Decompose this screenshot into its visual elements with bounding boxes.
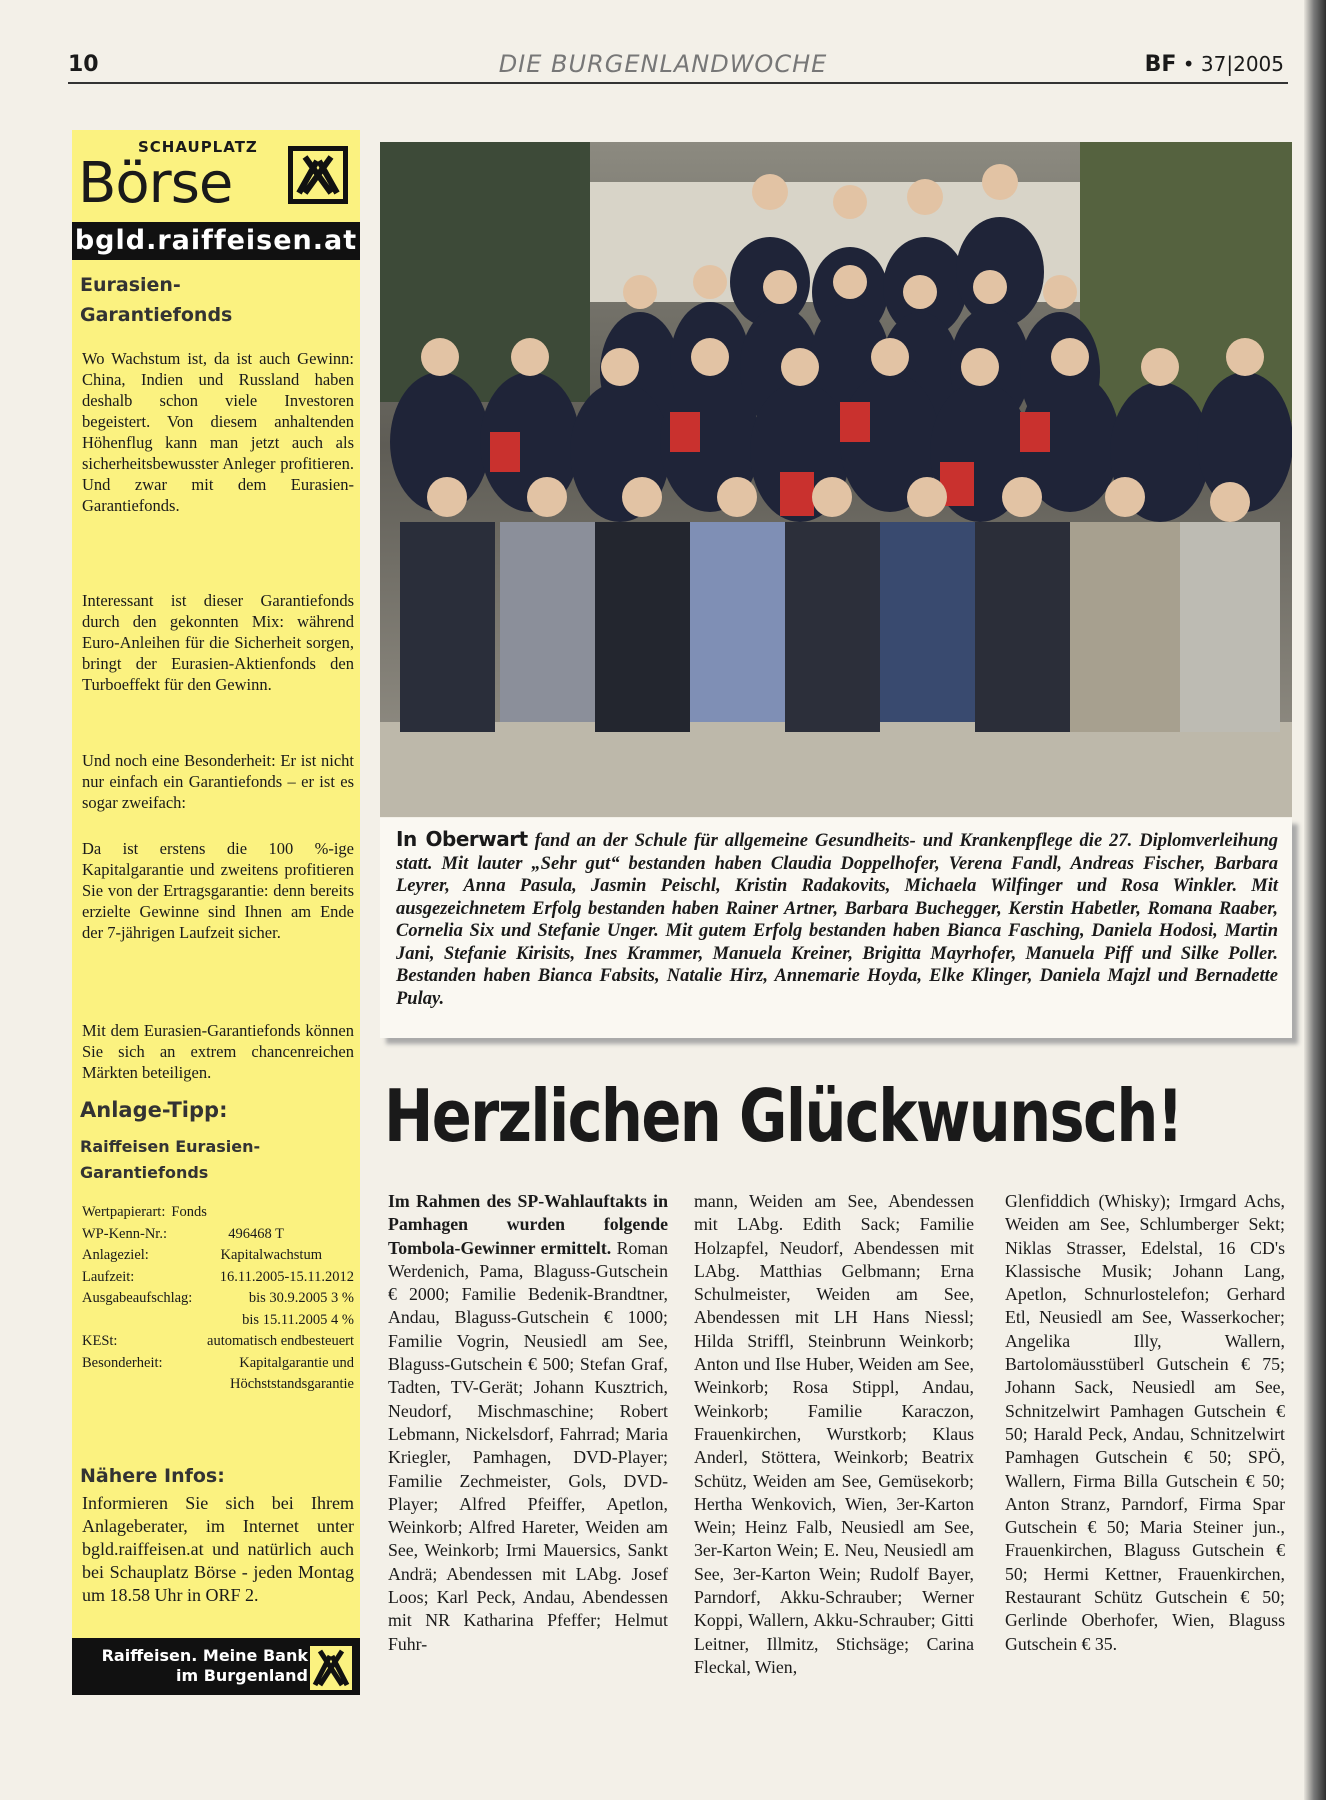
photo-caption <box>396 828 1278 1010</box>
fact-row: WP-Kenn-Nr.: 496468 T <box>82 1225 284 1242</box>
fact-row: Höchststandsgarantie <box>229 1376 354 1392</box>
url-bar: bgld.raiffeisen.at <box>72 222 360 260</box>
group-photo <box>380 142 1292 817</box>
sidebar-paragraph: Interessant ist dieser Garantiefonds durch den gekonnten Mix: während Euro-Anleihen für die Sicherheit sorgen, bringt der Eurasien-Aktienfonds den Turboeffekt für den Gewinn. <box>82 591 354 694</box>
sidebar-heading: Eurasien-Garantiefonds <box>80 274 233 326</box>
caption-text: fand an der Schule für allgemeine Gesundheits- und Krankenpflege die 27. Diplomverleihung statt. Mit lauter „Sehr gut“ bestanden haben Claudia Doppelhofer, Verena Fandl, Andreas Fischer, Barbara Leyrer, Anna Pasula, Jasmin Peischl, Kristin Radakovits, Michaela Wilfinger und Rosa Winkler. Mit ausgezeichnetem Erfolg bestanden haben Rainer Artner, Barbara Buchegger, Kerstin Habetler, Romana Raaber, Cornelia Six und Stefanie Unger. Mit gutem Erfolg bestanden haben Bianca Fasching, Daniela Hodosi, Martin Jani, Stefanie Kirisits, Ines Krammer, Manuela Kreiner, Brigitta Mayrhofer, Manuela Piff und Silke Poller. Bestanden haben Bianca Fabsits, Natalie Hirz, Annemarie Hoyda, Elke Klinger, Daniela Majzl und Bernadette Pulay. <box>396 831 1278 1009</box>
page-number: 10 <box>68 52 99 77</box>
article-column-1: Im Rahmen des SP-Wahlauftakts in Pamhagen wurden folgende Tombola-Gewinner ermittelt. Roman Werdenich, Pama, Blaguss-Gutschein € 2000; Familie Bedenik-Brandtner, Andau, Blaguss-Gutschein € 1000; Familie Vogrin, Neusiedl am See, Blaguss-Gutschein € 500; Stefan Graf, Tadten, TV-Gerät; Johann Kusztrich, Neudorf, Mischmaschine; Robert Lebmann, Nickelsdorf, Fahrrad; Maria Kriegler, Pamhagen, DVD-Player; Familie Zechmeister, Gols, DVD-Player; Alfred Pfeiffer, Apetlon, Weinkorb; Alfred Hareter, Weiden am See, Weinkorb; Irmi Mauersics, Sankt Andrä; Abendessen mit LAbg. Josef Loos; Karl Peck, Andau, Abendessen mit NR Katharina Pfeffer; Helmut Fuhr- <box>388 1191 669 1654</box>
tip-heading: Anlage-Tipp: <box>80 1098 228 1122</box>
publication-title: DIE BURGENLANDWOCHE <box>498 50 828 78</box>
raiffeisen-gable-icon <box>310 1646 352 1690</box>
fact-row: Laufzeit: 16.11.2005-15.11.2012 <box>82 1268 354 1285</box>
article-column-3: Glenfiddich (Whisky); Irmgard Achs, Weiden am See, Schlumberger Sekt; Niklas Strasser, Edelstal, 16 CD's Klassische Musik; Johann Lang, Apetlon, Schnurlostelefon; Gerhard Etl, Neusiedl am See, Wasserkocher; Angelika Illy, Wallern, Bartolomäusstüberl Gutschein € 75; Johann Sack, Neusiedl am See, Schnitzelwirt Pamhagen Gutschein € 50; Harald Peck, Andau, Schnitzelwirt Pamhagen Gutschein € 50; SPÖ, Wallern, Firma Billa Gutschein € 50; Anton Stranz, Parndorf, Firma Spar Gutschein € 50; Maria Steiner jun., Frauenkirchen, Blaguss Gutschein € 50; Hermi Kettner, Frauenkirchen, Restaurant Schütz Gutschein € 50; Gerlinde Oberhofer, Wien, Blaguss Gutschein € 35. <box>1005 1191 1285 1654</box>
edition-code: BF <box>1144 52 1177 77</box>
sidebar-paragraph: Mit dem Eurasien-Garantiefonds können Sie sich an extrem chancenreichen Märkten beteiligen. <box>82 1021 354 1082</box>
issue-info <box>1145 52 1284 77</box>
issue-number: • 37|2005 <box>1182 52 1284 76</box>
info-text: Informieren Sie sich bei Ihrem Anlageberater, im Internet unter bgld.raiffeisen.at und natürlich auch bei Schauplatz Börse - jeden Montag um 18.58 Uhr in ORF 2. <box>82 1493 354 1605</box>
fact-row: Ausgabeaufschlag: bis 30.9.2005 3 % <box>82 1290 354 1306</box>
article-headline: Herzlichen Glückwunsch! <box>384 1074 1183 1158</box>
sidebar-paragraph: Da ist erstens die 100 %-ige Kapitalgarantie und zweitens profitieren Sie von der Ertragsgarantie: denn bereits erzielte Gewinne sind Ihnen am Ende der 7-jährigen Laufzeit sicher. <box>82 839 354 942</box>
info-heading: Nähere Infos: <box>80 1465 225 1487</box>
logo-small-text: SCHAUPLATZ <box>138 138 258 156</box>
sidebar-ad <box>72 130 360 1695</box>
group-photo-illustration <box>380 142 1292 817</box>
sidebar-paragraph: Wo Wachstum ist, da ist auch Gewinn: China, Indien und Russland haben deshalb schon viele Investoren begeistert. Von diesem anhaltenden Höhenflug kann man jetzt auch als sicherheitsbewusster Anleger profitieren. Und zwar mit dem Eurasien-Garantiefonds. <box>82 349 354 515</box>
caption-lead: In Oberwart <box>396 827 528 851</box>
article-intro: Im Rahmen des SP-Wahlauftakts in Pamhagen wurden folgende Tombola-Gewinner ermittelt. <box>388 1191 668 1258</box>
raiffeisen-footer <box>72 1638 360 1695</box>
sidebar-paragraph: Und noch eine Besonderheit: Er ist nicht nur einfach ein Garantiefonds – er ist es sogar zweifach: <box>82 751 354 812</box>
fact-row: Wertpapierart: Fonds <box>82 1204 207 1220</box>
raiffeisen-gable-icon <box>288 146 348 204</box>
tip-fund: Raiffeisen Eurasien-Garantiefonds <box>80 1137 261 1182</box>
fact-row: Anlageziel: Kapitalwachstum <box>82 1247 322 1263</box>
schauplatz-boerse-logo <box>72 130 360 222</box>
footer-slogan: Raiffeisen. Meine Bank im Burgenland <box>101 1646 308 1685</box>
fact-row: KESt: automatisch endbesteuert <box>82 1333 354 1349</box>
fact-row: bis 15.11.2005 4 % <box>242 1311 354 1328</box>
header-rule <box>68 82 1288 84</box>
page-edge-shadow <box>1304 0 1326 1800</box>
article-column-2: mann, Weiden am See, Abendessen mit LAbg. Edith Sack; Familie Holzapfel, Neudorf, Abendessen mit LAbg. Matthias Gelbmann; Erna Schulmeister, Weiden am See, Abendessen mit LH Hans Niessl; Hilda Striffl, Steinbrunn Weinkorb; Anton und Ilse Huber, Weiden am See, Weinkorb; Rosa Stippl, Andau, Weinkorb; Familie Karaczon, Frauenkirchen, Wurstkorb; Klaus Anderl, Stöttera, Weinkorb; Beatrix Schütz, Weiden am See, Gemüsekorb; Hertha Wenkovich, Wien, 3er-Karton Wein; Heinz Falb, Neusiedl am See, 3er-Karton Wein; E. Neu, Neusiedl am See, 3er-Karton Wein; Rudolf Bayer, Parndorf, Akku-Schrauber; Werner Koppi, Wallern, Akku-Schrauber; Gitti Leitner, Illmitz, Stichsäge; Carina Fleckal, Wien, <box>694 1191 974 1677</box>
logo-big-text: Börse <box>78 151 233 216</box>
fund-facts <box>82 1202 354 1396</box>
fact-row: Besonderheit: Kapitalgarantie und <box>82 1354 354 1371</box>
